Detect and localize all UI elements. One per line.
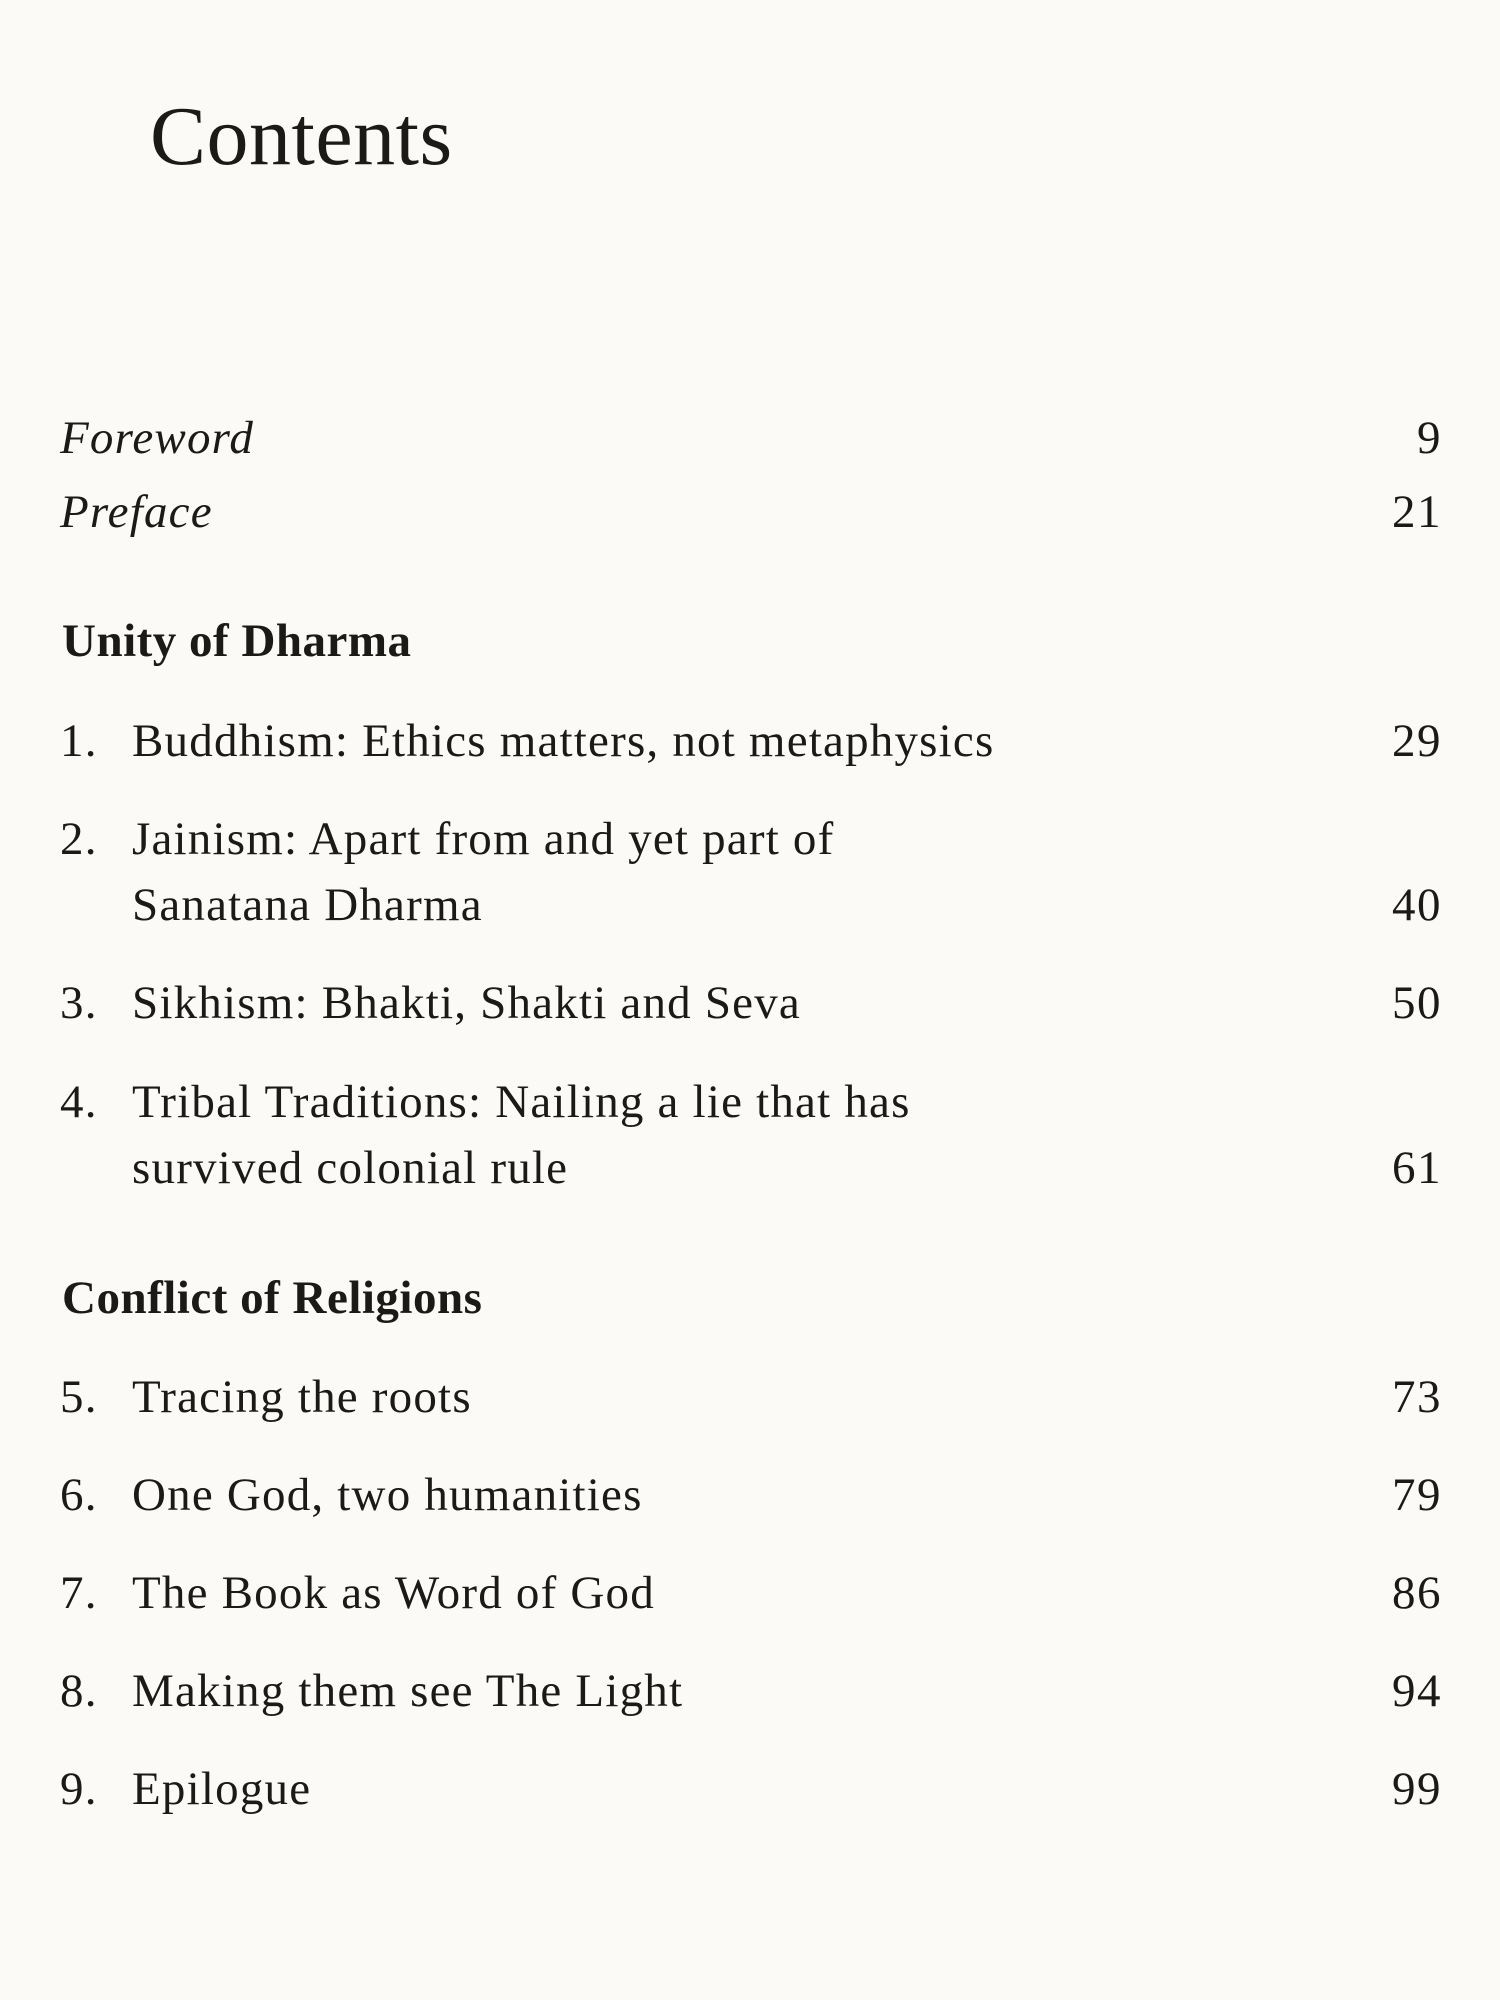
- toc-page-number: 40: [1392, 879, 1442, 931]
- page-title: Contents: [150, 90, 453, 183]
- chapter-number: 7.: [60, 1567, 98, 1619]
- chapter-title: Tribal Traditions: Nailing a lie that has: [132, 1076, 911, 1128]
- toc-page-number: 21: [1392, 486, 1442, 538]
- toc-page-number: 29: [1392, 715, 1442, 767]
- chapter-title: Jainism: Apart from and yet part of: [132, 813, 835, 865]
- toc-entry-label: [60, 1364, 472, 1430]
- toc-entry-label: [60, 1069, 911, 1201]
- toc-page-number: 79: [1392, 1469, 1442, 1521]
- toc-entry-label: Foreword: [60, 412, 255, 464]
- toc-page-number: 50: [1392, 977, 1442, 1029]
- toc-page-number: 86: [1392, 1567, 1442, 1619]
- toc-entry-label: [60, 1658, 683, 1724]
- toc-page-number: 73: [1392, 1371, 1442, 1423]
- toc-entry-chapter-2[interactable]: [60, 806, 1442, 938]
- chapter-title-continued: Sanatana Dharma: [132, 879, 483, 931]
- toc-entry-label: [60, 1462, 643, 1528]
- toc-entry-chapter-9[interactable]: [60, 1756, 1442, 1822]
- toc-entry-chapter-3[interactable]: [60, 970, 1442, 1036]
- toc-entry-label: [60, 708, 994, 774]
- toc-entry-preface[interactable]: [60, 479, 1442, 545]
- chapter-title: Buddhism: Ethics matters, not metaphysics: [132, 715, 995, 767]
- chapter-number: 5.: [60, 1371, 98, 1423]
- toc-entry-chapter-4[interactable]: [60, 1069, 1442, 1201]
- section-heading-conflict-of-religions: Conflict of Religions: [62, 1272, 483, 1324]
- chapter-title-continued: survived colonial rule: [132, 1142, 569, 1194]
- chapter-number: 9.: [60, 1763, 98, 1815]
- toc-entry-chapter-5[interactable]: [60, 1364, 1442, 1430]
- toc-page-number: 9: [1417, 412, 1442, 464]
- chapter-number: 1.: [60, 715, 98, 767]
- toc-entry-chapter-1[interactable]: [60, 708, 1442, 774]
- chapter-number: 2.: [60, 813, 98, 865]
- toc-entry-label: [60, 1560, 655, 1626]
- toc-entry-label: [60, 970, 801, 1036]
- toc-entry-chapter-7[interactable]: [60, 1560, 1442, 1626]
- chapter-number: 3.: [60, 977, 98, 1029]
- toc-page-number: 99: [1392, 1763, 1442, 1815]
- chapter-title: Tracing the roots: [132, 1371, 472, 1423]
- toc-page-number: 61: [1392, 1142, 1442, 1194]
- section-heading-unity-of-dharma: Unity of Dharma: [62, 615, 412, 667]
- chapter-title: The Book as Word of God: [132, 1567, 655, 1619]
- toc-entry-label: [60, 1756, 311, 1822]
- chapter-title: One God, two humanities: [132, 1469, 643, 1521]
- toc-entry-label: Preface: [60, 486, 213, 538]
- toc-entry-label: [60, 806, 834, 938]
- chapter-title: Epilogue: [132, 1763, 312, 1815]
- chapter-number: 6.: [60, 1469, 98, 1521]
- chapter-number: 8.: [60, 1665, 98, 1717]
- chapter-number: 4.: [60, 1076, 98, 1128]
- toc-page-number: 94: [1392, 1665, 1442, 1717]
- chapter-title: Making them see The Light: [132, 1665, 684, 1717]
- toc-entry-chapter-8[interactable]: [60, 1658, 1442, 1724]
- toc-entry-foreword[interactable]: [60, 405, 1442, 471]
- toc-entry-chapter-6[interactable]: [60, 1462, 1442, 1528]
- chapter-title: Sikhism: Bhakti, Shakti and Seva: [132, 977, 801, 1029]
